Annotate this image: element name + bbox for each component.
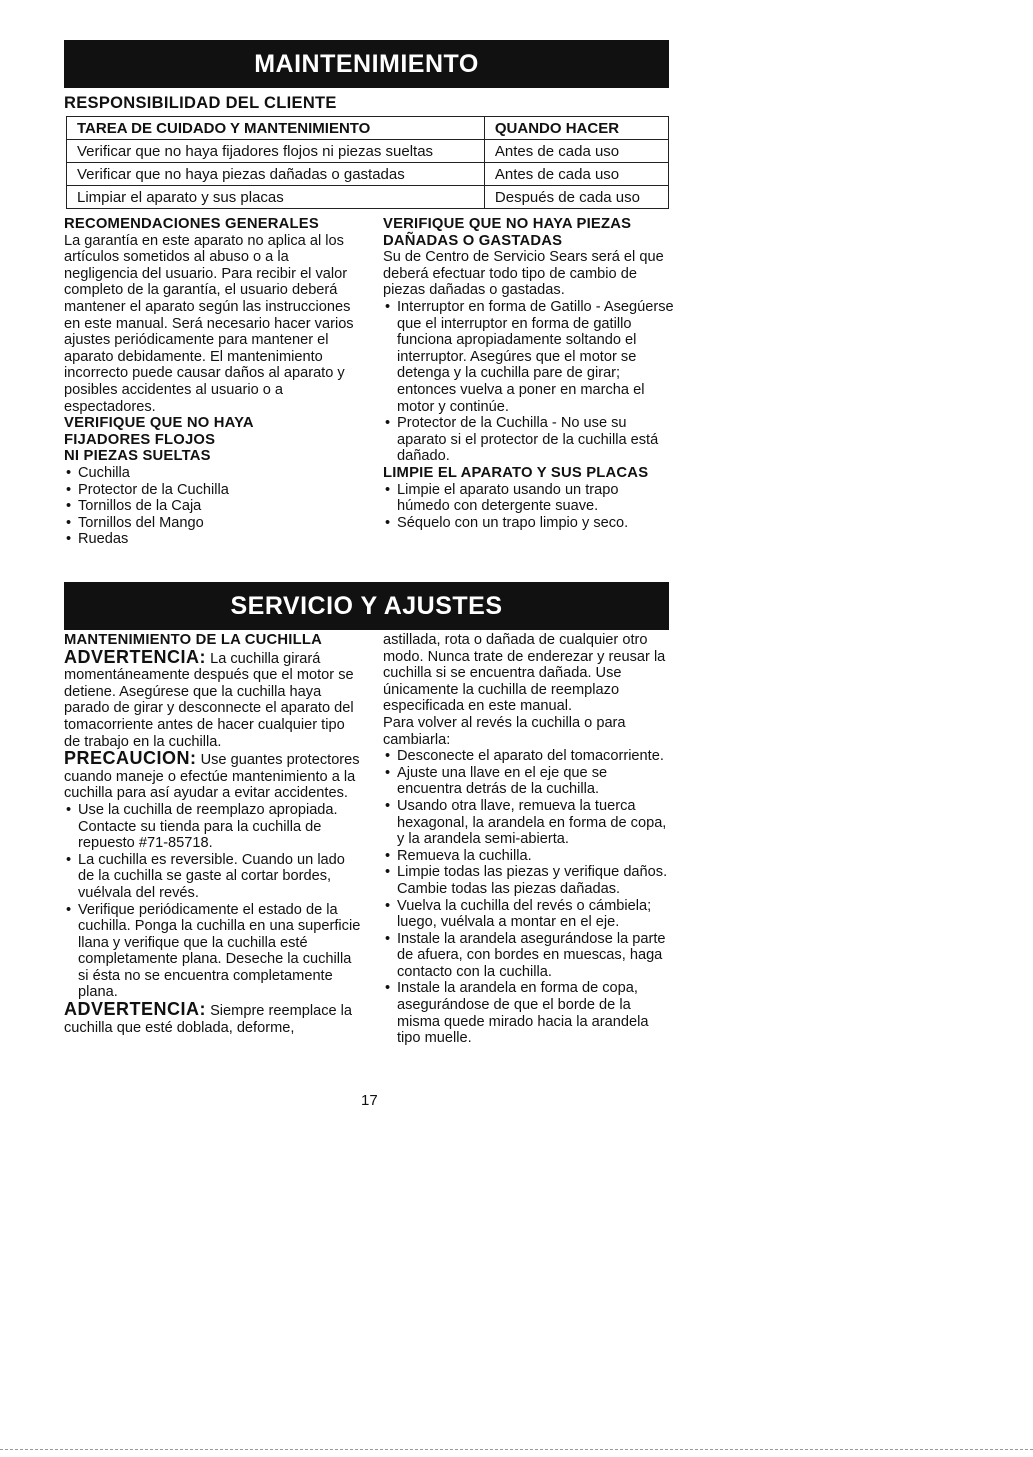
list-item: • Cuchilla [64, 465, 364, 482]
list-item: • Usando otra llave, remueva la tuerca hexagonal, la arandela en forma de copa, y la arandela semi-abierta. [383, 798, 675, 848]
table-row [67, 186, 669, 209]
damaged-list [383, 299, 675, 465]
list-item: • Ajuste una llave en el eje que se encuentra detrás de la cuchilla. [383, 765, 675, 798]
list-item: • Protector de la Cuchilla [64, 482, 364, 499]
warning-paragraph [64, 646, 364, 751]
list-item: • Séquelo con un trapo limpio y seco. [383, 515, 675, 532]
damaged-text: Su de Centro de Servicio Sears será el que deberá efectuar todo tipo de cambio de piezas dañadas o gastadas. [383, 249, 664, 299]
table-cell-task: Verificar que no haya piezas dañadas o gastadas [67, 163, 485, 186]
table-header-row [67, 117, 669, 140]
damaged-title-line-1: VERIFIQUE QUE NO HAYA PIEZAS [383, 216, 632, 232]
caution-label: PRECAUCION: [64, 748, 197, 769]
list-item: • Tornillos de la Caja [64, 498, 364, 515]
list-item: • Protector de la Cuchilla - No use su aparato si el protector de la cuchilla está dañado. [383, 415, 675, 465]
list-item: • La cuchilla es reversible. Cuando un lado de la cuchilla se gaste al cortar bordes, vuélvala del revés. [64, 852, 364, 902]
clean-title: LIMPIE EL APARATO Y SUS PLACAS [383, 464, 649, 481]
table-cell-when: Antes de cada uso [484, 140, 668, 163]
reverse-steps-list [383, 748, 675, 1047]
warning-label: ADVERTENCIA: [64, 646, 207, 667]
list-item: • Use la cuchilla de reemplazo apropiada. Contacte su tienda para la cuchilla de repuesto #71-85718. [64, 802, 364, 852]
table-cell-when: Antes de cada uso [484, 163, 668, 186]
table-header-when: QUANDO HACER [484, 117, 668, 140]
loose-title-line-1: VERIFIQUE QUE NO HAYA [64, 415, 254, 432]
warning-text: La cuchilla girará momentáneamente después que el motor se detiene. Asegúrese que la cuchilla haya parado de girar y desconnecte el aparato del tomacorriente antes de hacer cualquier tipo de trabajo en la cuchilla. [64, 650, 354, 750]
blade-maintenance-title: MANTENIMIENTO DE LA CUCHILLA [64, 632, 322, 648]
table-cell-task: Verificar que no haya fijadores flojos ni piezas sueltas [67, 140, 485, 163]
bottom-divider [0, 1449, 1033, 1450]
general-title: RECOMENDACIONES GENERALES [64, 216, 319, 232]
loose-list [64, 465, 364, 548]
list-item: • Verifique periódicamente el estado de la cuchilla. Ponga la cuchilla en una superficie llana y verifique que la cuchilla esté completamente plana. Deseche la cuchilla si ésta no se encuentra completamente plana. [64, 902, 364, 1002]
maintenance-table [66, 116, 669, 209]
loose-title-line-3: NI PIEZAS SUELTAS [64, 448, 211, 465]
table-cell-task: Limpiar el aparato y sus placas [67, 186, 485, 209]
table-cell-when: Después de cada uso [484, 186, 668, 209]
general-text: La garantía en este aparato no aplica al los artículos sometidos al abuso o a la negligencia del usuario. Para recibir el valor completo de la garantía, el usuario deberá mantener el aparato según las instrucciones en este manual. Será necesario hacer varios ajustes periódicamente para mantener el aparato debidamente. El mantenimiento incorrecto puede causar daños al aparato y posibles accidentes al usuario o a espectadores. [64, 232, 354, 415]
list-item: • Limpie el aparato usando un trapo húmedo con detergente suave. [383, 482, 675, 515]
caution-paragraph [64, 750, 364, 802]
service-left-column [64, 632, 364, 1036]
maintenance-right-column [383, 216, 675, 531]
list-item: • Limpie todas las piezas y verifique daños. Cambie todas las piezas dañadas. [383, 864, 675, 897]
table-row [67, 140, 669, 163]
list-item: • Interruptor en forma de Gatillo - Asegúerse que el interruptor en forma de gatillo funciona apropiadamente soltando el interruptor. Asegúres que el motor se detenga y la cuchilla pare de girar; entonces vuelva a poner en marcha el motor y continúe. [383, 299, 675, 415]
loose-title-line-2: FIJADORES FLOJOS [64, 431, 216, 448]
list-item: • Remueva la cuchilla. [383, 848, 675, 865]
caution-list [64, 802, 364, 1001]
service-banner: SERVICIO Y AJUSTES [64, 582, 669, 630]
list-item: • Instale la arandela asegurándose la parte de afuera, con bordes en muescas, haga contacto con la cuchilla. [383, 931, 675, 981]
table-header-task: TAREA DE CUIDADO Y MANTENIMIENTO [67, 117, 485, 140]
page-number: 17 [361, 1092, 378, 1109]
responsibility-title: RESPONSIBILIDAD DEL CLIENTE [64, 94, 337, 112]
warning-text: Siempre reemplace la cuchilla que esté doblada, deforme, [64, 1003, 353, 1036]
list-item: • Vuelva la cuchilla del revés o cámbiela; luego, vuélvala a montar en el eje. [383, 898, 675, 931]
clean-list [383, 482, 675, 532]
caution-text: Use guantes protectores cuando maneje o efectúe mantenimiento a la cuchilla para así ayudar a evitar accidentes. [64, 752, 360, 802]
table-row [67, 163, 669, 186]
list-item: • Desconecte el aparato del tomacorriente. [383, 748, 675, 765]
warning-label: ADVERTENCIA: [64, 999, 207, 1020]
service-right-column [383, 632, 675, 1047]
list-item: • Tornillos del Mango [64, 515, 364, 532]
maintenance-banner: MAINTENIMIENTO [64, 40, 669, 88]
list-item: • Ruedas [64, 531, 364, 548]
warning-paragraph [64, 1001, 364, 1036]
list-item: • Instale la arandela en forma de copa, asegurándose de que el borde de la misma quede mirado hacia la arandela tipo muelle. [383, 980, 675, 1046]
damaged-title-line-2: DAÑADAS O GASTADAS [383, 232, 563, 249]
maintenance-left-column [64, 216, 364, 548]
reverse-intro: Para volver al revés la cuchilla o para cambiarla: [383, 714, 626, 748]
warning-continuation: astillada, rota o dañada de cualquier otro modo. Nunca trate de enderezar y reusar la cuchilla si se encuentra dañada. Use únicamente la cuchilla de reemplazo especificada en este manual. [383, 632, 666, 715]
